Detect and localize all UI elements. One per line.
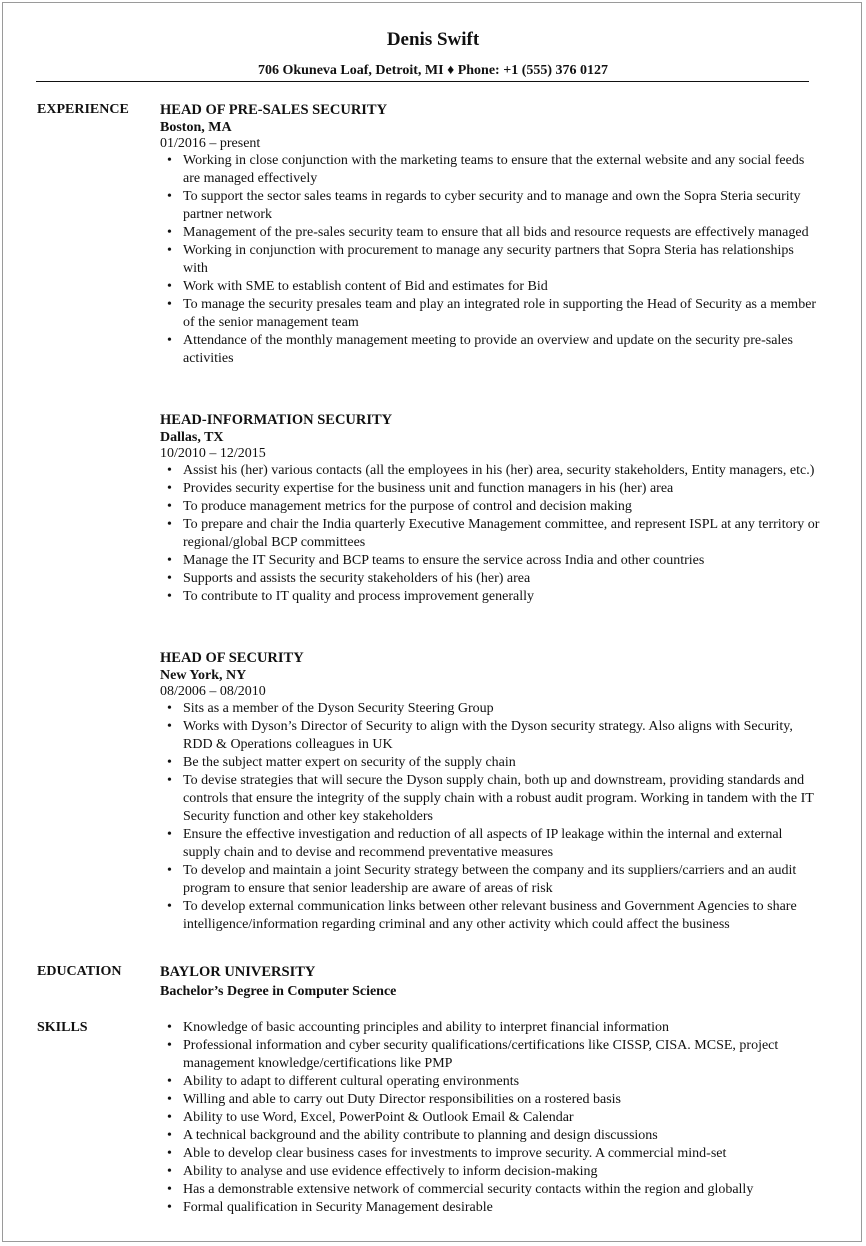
candidate-name: Denis Swift	[386, 29, 480, 50]
list-item: • Has a demonstrable extensive network of commercial security contacts within the region and globally	[167, 1182, 754, 1197]
contact-line: 706 Okuneva Loaf, Detroit, MI ♦ Phone: +1 (555) 376 0127	[257, 63, 609, 78]
list-item: • To produce management metrics for the purpose of control and decision making	[167, 499, 632, 514]
list-item: • Formal qualification in Security Management desirable	[167, 1200, 493, 1215]
list-item: • Working in conjunction with procurement to manage any security partners that Sopra Steria has relationships with	[167, 243, 794, 276]
bullet-icon: •	[167, 827, 172, 842]
list-item: • Be the subject matter expert on security of the supply chain	[167, 755, 516, 770]
list-item: • A technical background and the ability contribute to planning and design discussions	[167, 1128, 658, 1143]
experience-section-3	[160, 648, 820, 934]
list-item: • Assist his (her) various contacts (all the employees in his (her) area, security stakeholders, Entity managers, etc.)	[167, 463, 815, 478]
bullet-icon: •	[167, 571, 172, 586]
bullet-icon: •	[167, 517, 172, 532]
list-item: • Ability to use Word, Excel, PowerPoint & Outlook Email & Calendar	[167, 1110, 574, 1125]
experience-section	[160, 100, 820, 368]
bullet-icon: •	[167, 189, 172, 204]
job-title: HEAD OF SECURITY	[160, 650, 304, 666]
job-location: Boston, MA	[160, 120, 232, 135]
job-dates: 08/2006 – 08/2010	[160, 684, 266, 699]
job-bullets	[160, 462, 820, 606]
bullet-icon: •	[167, 333, 172, 348]
header-divider	[36, 81, 809, 82]
job-bullets	[160, 700, 820, 934]
list-item: • Ensure the effective investigation and reduction of all aspects of IP leakage within the internal and external supply chain and to devise and recommend preventative measures	[167, 827, 783, 860]
bullet-icon: •	[167, 1128, 172, 1143]
list-item: • Working in close conjunction with the marketing teams to ensure that the external website and any social feeds are managed effectively	[167, 153, 805, 186]
list-item: • Management of the pre-sales security team to ensure that all bids and resource requests are effectively managed	[167, 225, 809, 240]
job-entry	[160, 100, 820, 368]
bullet-icon: •	[167, 1146, 172, 1161]
job-title: HEAD OF PRE-SALES SECURITY	[160, 102, 388, 118]
bullet-icon: •	[167, 589, 172, 604]
job-location: New York, NY	[160, 668, 247, 683]
bullet-icon: •	[167, 153, 172, 168]
bullet-icon: •	[167, 899, 172, 914]
list-item: • Provides security expertise for the business unit and function managers in his (her) area	[167, 481, 674, 496]
list-item: • Able to develop clear business cases for investments to improve security. A commercial mind-set	[167, 1146, 727, 1161]
bullet-icon: •	[167, 1038, 172, 1053]
bullet-icon: •	[167, 243, 172, 258]
list-item: • Attendance of the monthly management meeting to provide an overview and update on the security pre-sales activities	[167, 333, 793, 366]
bullet-icon: •	[167, 863, 172, 878]
list-item: • To develop and maintain a joint Security strategy between the company and its suppliers/carriers and an audit program to ensure that senior leadership are aware of areas of risk	[167, 863, 797, 896]
job-dates: 01/2016 – present	[160, 136, 261, 151]
job-dates: 10/2010 – 12/2015	[160, 446, 266, 461]
education-section	[160, 962, 820, 1002]
bullet-icon: •	[167, 481, 172, 496]
list-item: • To manage the security presales team and play an integrated role in supporting the Head of Security as a member of the senior management team	[167, 297, 817, 330]
school-name: BAYLOR UNIVERSITY	[160, 964, 316, 980]
skills-section	[160, 1019, 820, 1217]
bullet-icon: •	[167, 463, 172, 478]
list-item: • Ability to analyse and use evidence effectively to inform decision-making	[167, 1164, 598, 1179]
list-item: • Work with SME to establish content of Bid and estimates for Bid	[167, 279, 548, 294]
list-item: • To contribute to IT quality and process improvement generally	[167, 589, 534, 604]
bullet-icon: •	[167, 225, 172, 240]
list-item: • To devise strategies that will secure the Dyson supply chain, both up and downstream, providing standards and controls that ensure the integrity of the supply chain with a robust audit program. Working in tandem with the IT Security function and other key stakeholders	[167, 773, 814, 824]
bullet-icon: •	[167, 1182, 172, 1197]
list-item: • To support the sector sales teams in regards to cyber security and to manage and own the Sopra Steria security partner network	[167, 189, 801, 222]
bullet-icon: •	[167, 279, 172, 294]
education-heading: EDUCATION	[37, 964, 122, 979]
job-location: Dallas, TX	[160, 430, 224, 445]
list-item: • To develop external communication links between other relevant business and Government Agencies to share intelligence/information regarding criminal and any other activity which could affect the business	[167, 899, 797, 932]
bullet-icon: •	[167, 553, 172, 568]
list-item: • Supports and assists the security stakeholders of his (her) area	[167, 571, 531, 586]
list-item: • Professional information and cyber security qualifications/certifications like CISSP, CISA. MCSE, project management knowledge/certifications like PMP	[167, 1038, 779, 1071]
skills-heading: SKILLS	[37, 1020, 88, 1035]
bullet-icon: •	[167, 1092, 172, 1107]
bullet-icon: •	[167, 499, 172, 514]
list-item: • Works with Dyson’s Director of Security to align with the Dyson security strategy. Also aligns with Security, RDD & Operations colleagues in UK	[167, 719, 793, 752]
list-item: • To prepare and chair the India quarterly Executive Management committee, and represent ISPL at any territory or regional/global BCP committees	[167, 517, 820, 550]
bullet-icon: •	[167, 719, 172, 734]
list-item: • Manage the IT Security and BCP teams to ensure the service across India and other countries	[167, 553, 705, 568]
bullet-icon: •	[167, 1020, 172, 1035]
bullet-icon: •	[167, 773, 172, 788]
job-entry	[160, 410, 820, 606]
bullet-icon: •	[167, 1074, 172, 1089]
list-item: • Sits as a member of the Dyson Security Steering Group	[167, 701, 494, 716]
bullet-icon: •	[167, 1164, 172, 1179]
bullet-icon: •	[167, 1200, 172, 1215]
experience-section-2	[160, 410, 820, 606]
job-bullets	[160, 152, 820, 368]
list-item: • Knowledge of basic accounting principles and ability to interpret financial information	[167, 1020, 669, 1035]
skills-list	[160, 1019, 820, 1217]
list-item: • Ability to adapt to different cultural operating environments	[167, 1074, 520, 1089]
job-title: HEAD-INFORMATION SECURITY	[160, 412, 393, 428]
bullet-icon: •	[167, 1110, 172, 1125]
bullet-icon: •	[167, 297, 172, 312]
degree: Bachelor’s Degree in Computer Science	[160, 984, 397, 999]
job-entry	[160, 648, 820, 934]
bullet-icon: •	[167, 755, 172, 770]
bullet-icon: •	[167, 701, 172, 716]
list-item: • Willing and able to carry out Duty Director responsibilities on a rostered basis	[167, 1092, 621, 1107]
experience-heading: EXPERIENCE	[37, 102, 129, 117]
